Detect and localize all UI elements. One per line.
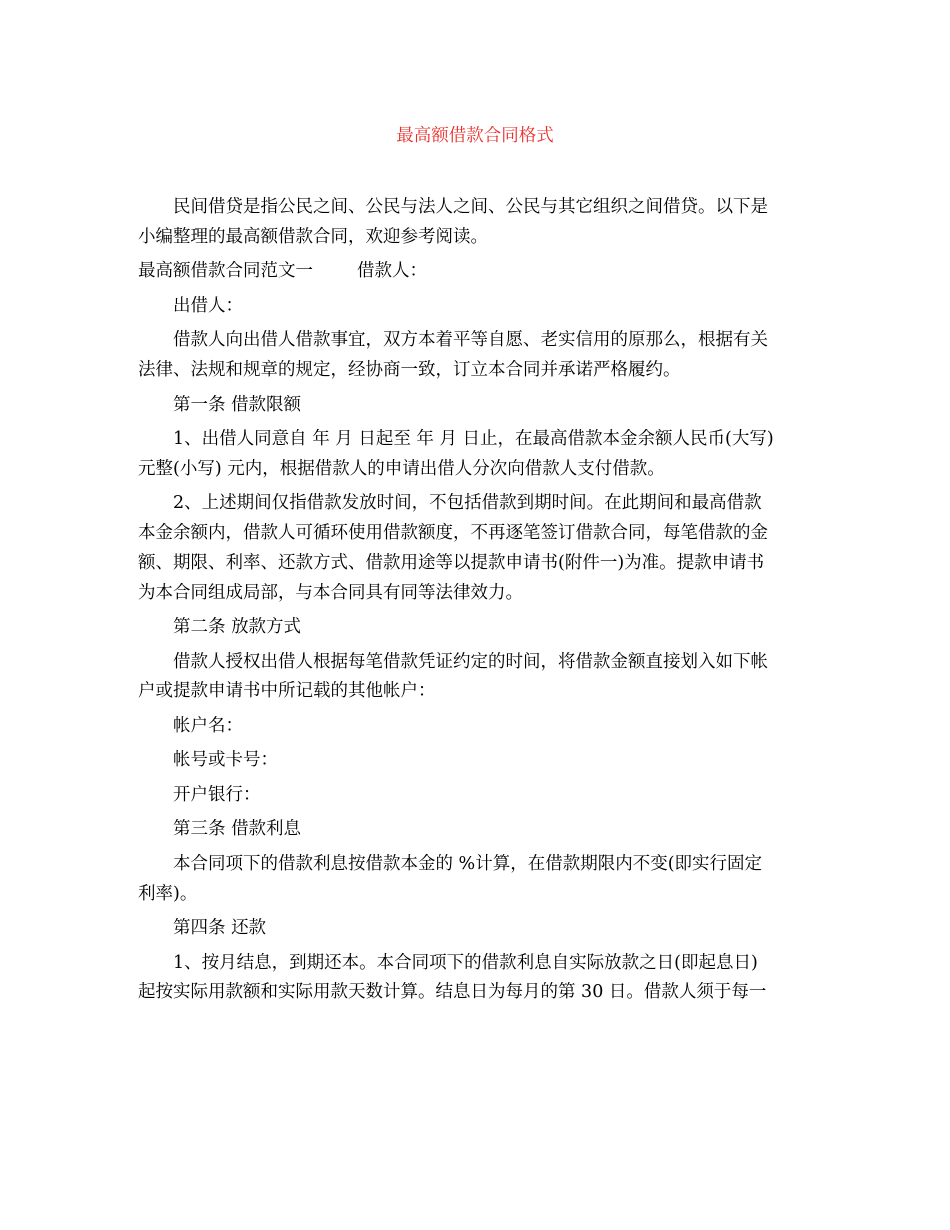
text-line: 为本合同组成局部，与本合同具有同等法律效力。 (138, 582, 523, 603)
article-4-heading: 第四条 还款 (173, 918, 267, 939)
text-line: 起按实际用款额和实际用款天数计算。结息日为每月的第 30 日。借款人须于每一 (138, 982, 767, 1003)
text-line: 1、按月结息，到期还本。本合同项下的借款利息自实际放款之日(即起息日) (173, 952, 758, 973)
article-1-clause-1 (138, 425, 813, 485)
text-line: 元整(小写) 元内，根据借款人的申请出借人分次向借款人支付借款。 (138, 458, 665, 479)
text-line: 本金余额内，借款人可循环使用借款额度，不再逐笔签订借款合同，每笔借款的金 (138, 523, 768, 544)
text-line: 借款人授权出借人根据每笔借款凭证约定的时间，将借款金额直接划入如下帐 (173, 651, 768, 672)
article-2-heading: 第二条 放款方式 (173, 617, 302, 638)
preamble-paragraph (138, 326, 813, 386)
borrower-label: 借款人： (357, 261, 427, 282)
text-line: 小编整理的最高额借款合同，欢迎参考阅读。 (138, 226, 488, 247)
bank-label: 开户银行： (173, 784, 261, 805)
text-line: 额、期限、利率、还款方式、借款用途等以提款申请书(附件一)为准。提款申请书 (138, 552, 765, 573)
template-heading (138, 257, 813, 287)
document-title: 最高额借款合同格式 (396, 126, 554, 146)
text-line: 2、上述期间仅指借款发放时间，不包括借款到期时间。在此期间和最高借款 (173, 493, 762, 514)
account-name-label: 帐户名： (173, 715, 243, 736)
article-3-heading: 第三条 借款利息 (173, 819, 302, 840)
lender-label: 出借人： (173, 295, 243, 316)
text-line: 利率)。 (138, 883, 198, 904)
text-line: 本合同项下的借款利息按借款本金的 %计算，在借款期限内不变(即实行固定 (173, 853, 763, 874)
article-1-heading: 第一条 借款限额 (173, 394, 302, 415)
text-line: 法律、法规和规章的规定，经协商一致，订立本合同并承诺严格履约。 (138, 360, 681, 381)
text-line: 民间借贷是指公民之间、公民与法人之间、公民与其它组织之间借贷。以下是 (173, 197, 768, 217)
article-1-clause-2 (138, 489, 813, 608)
document-body (138, 193, 813, 1013)
text-line: 借款人向出借人借款事宜，双方本着平等自愿、老实信用的原那么，根据有关 (173, 330, 768, 351)
article-2-paragraph (138, 648, 813, 708)
account-number-label: 帐号或卡号： (173, 750, 278, 771)
article-4-clause-1 (138, 949, 813, 1009)
text-line: 户或提款申请书中所记载的其他帐户： (138, 681, 436, 702)
intro-paragraph (138, 193, 813, 253)
text-line: 1、出借人同意自 年 月 日起至 年 月 日止，在最高借款本金余额人民币(大写) (173, 429, 774, 450)
template-title: 最高额借款合同范文一 (138, 261, 313, 282)
article-3-paragraph (138, 850, 813, 910)
